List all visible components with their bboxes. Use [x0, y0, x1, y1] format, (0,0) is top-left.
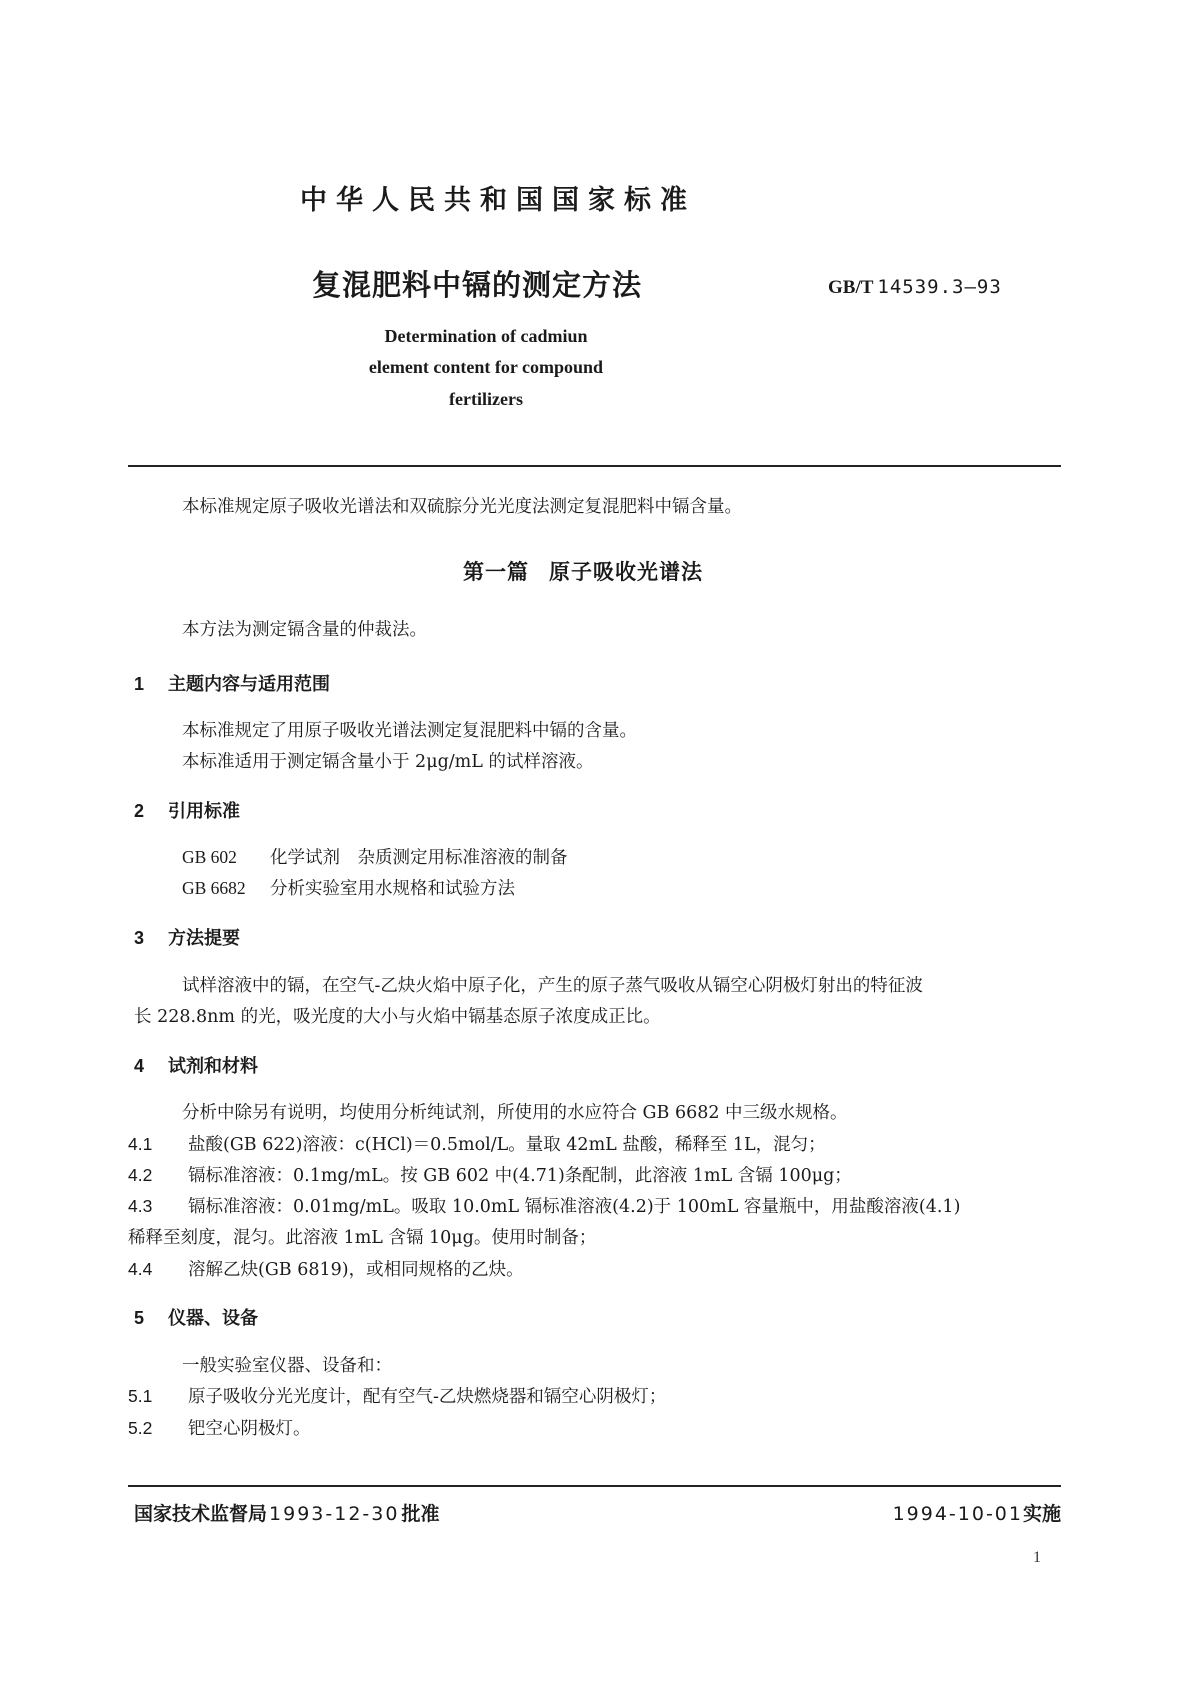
- clause-item: [128, 1256, 524, 1281]
- standard-prefix: GB/T: [828, 277, 874, 298]
- clause-continuation: 稀释至刻度，混匀。此溶液 1mL 含镉 10μg。使用时制备；: [128, 1228, 597, 1248]
- section-heading: [134, 670, 330, 696]
- section-intro: 分析中除另有说明，均使用分析纯试剂，所使用的水应符合 GB 6682 中三级水规格。: [182, 1103, 848, 1123]
- section-number: 1: [134, 674, 145, 694]
- clause-number: 5.2: [128, 1418, 153, 1438]
- paragraph-line: 本标准适用于测定镉含量小于 2μg/mL 的试样溶液。: [182, 752, 594, 772]
- clause-number: 4.1: [128, 1134, 153, 1154]
- clause-item: [128, 1162, 852, 1187]
- footer-divider: [128, 1485, 1061, 1487]
- approval-suffix: 批准: [401, 1503, 440, 1525]
- clause-text: 钯空心阴极灯。: [188, 1419, 311, 1439]
- english-title-line: element content for compound: [368, 357, 604, 377]
- paragraph-line: 长 228.8nm 的光，吸光度的大小与火焰中镉基态原子浓度成正比。: [134, 1007, 661, 1027]
- section-heading: [134, 1052, 258, 1078]
- standard-scope-intro: 本标准规定原子吸收光谱法和双硫腙分光光度法测定复混肥料中镉含量。: [182, 497, 742, 517]
- approval-date: 1993-12-30: [269, 1503, 400, 1525]
- section-heading: [134, 797, 240, 823]
- section-number: 3: [134, 928, 145, 948]
- clause-text: 镉标准溶液：0.01mg/mL。吸取 10.0mL 镉标准溶液(4.2)于 100mL 容量瓶中，用盐酸溶液(4.1): [188, 1197, 961, 1217]
- section-title: 主题内容与适用范围: [168, 674, 331, 695]
- english-title-line: Determination of cadmiun: [384, 326, 588, 346]
- part-number: 第一篇: [463, 560, 529, 584]
- approval-line: [134, 1499, 439, 1526]
- section-heading: [134, 924, 240, 950]
- section-title: 方法提要: [168, 928, 241, 949]
- section-heading: [134, 1304, 258, 1330]
- clause-item: [128, 1193, 960, 1218]
- section-title: 仪器、设备: [168, 1308, 259, 1329]
- standard-code: 14539.3—93: [877, 276, 1002, 298]
- section-number: 5: [134, 1308, 145, 1328]
- reference-item: [182, 844, 568, 869]
- english-title-line: fertilizers: [449, 389, 523, 409]
- section-number: 4: [134, 1056, 145, 1076]
- header-divider: [128, 465, 1061, 467]
- reference-code: GB 602: [182, 847, 237, 867]
- clause-number: 5.1: [128, 1386, 153, 1406]
- paragraph-line: 试样溶液中的镉，在空气-乙炔火焰中原子化，产生的原子蒸气吸收从镉空心阴极灯射出的特征波: [182, 976, 923, 996]
- part-title: [463, 556, 703, 586]
- clause-item: [128, 1383, 666, 1408]
- reference-name: 化学试剂 杂质测定用标准溶液的制备: [270, 848, 568, 868]
- standard-number: [828, 276, 1002, 299]
- part-name: 原子吸收光谱法: [549, 560, 703, 584]
- part-intro: 本方法为测定镉含量的仲裁法。: [182, 620, 427, 640]
- clause-text: 原子吸收分光光度计，配有空气-乙炔燃烧器和镉空心阴极灯；: [188, 1387, 667, 1407]
- section-intro: 一般实验室仪器、设备和：: [182, 1356, 392, 1376]
- clause-text: 溶解乙炔(GB 6819)，或相同规格的乙炔。: [188, 1260, 524, 1280]
- implementation-line: [893, 1499, 1061, 1526]
- clause-item: [128, 1415, 311, 1440]
- clause-item: [128, 1131, 826, 1156]
- implementation-suffix: 实施: [1022, 1503, 1061, 1525]
- approval-org: 国家技术监督局: [134, 1503, 268, 1525]
- clause-text: 盐酸(GB 622)溶液：c(HCl)＝0.5mol/L。量取 42mL 盐酸，稀释至 1L，混匀；: [188, 1135, 826, 1155]
- clause-number: 4.2: [128, 1165, 153, 1185]
- document-title: 复混肥料中镉的测定方法: [312, 268, 643, 302]
- section-title: 引用标准: [168, 801, 241, 822]
- section-number: 2: [134, 801, 145, 821]
- reference-code: GB 6682: [182, 878, 246, 898]
- clause-number: 4.3: [128, 1196, 153, 1216]
- section-title: 试剂和材料: [168, 1056, 259, 1077]
- paragraph-line: 本标准规定了用原子吸收光谱法测定复混肥料中镉的含量。: [182, 721, 637, 741]
- national-standard-heading: 中华人民共和国国家标准: [300, 185, 696, 216]
- implementation-date: 1994-10-01: [892, 1503, 1023, 1525]
- clause-text: 镉标准溶液：0.1mg/mL。按 GB 602 中(4.71)条配制，此溶液 1mL 含镉 100μg；: [188, 1166, 852, 1186]
- reference-name: 分析实验室用水规格和试验方法: [270, 879, 515, 899]
- page-number: 1: [1033, 1549, 1041, 1566]
- clause-number: 4.4: [128, 1259, 153, 1279]
- reference-item: [182, 875, 515, 900]
